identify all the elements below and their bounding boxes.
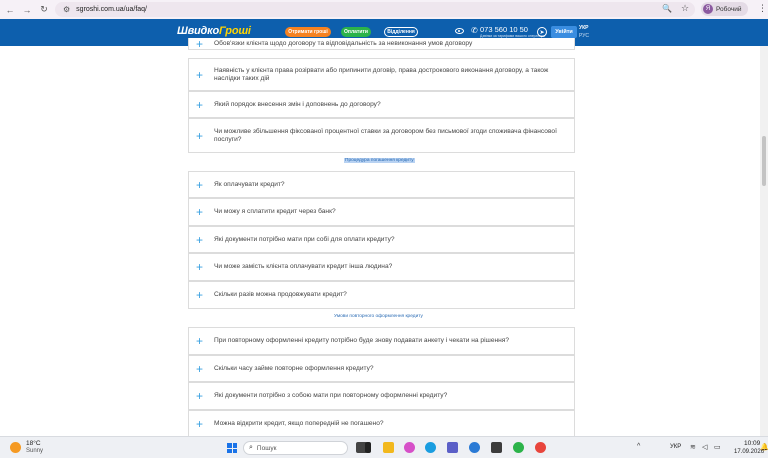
faq-question: Які документи потрібно з собою мати при повторному оформленні кредиту? xyxy=(214,392,448,399)
taskbar-search[interactable] xyxy=(243,441,348,455)
faq-question: Який порядок внесення змін і доповнень до договору? xyxy=(214,100,381,108)
login-button[interactable]: Увійти xyxy=(551,26,577,38)
site-logo[interactable] xyxy=(177,25,251,37)
faq-question: Скільки разів можна продовжувати кредит? xyxy=(214,291,347,298)
faq-item[interactable] xyxy=(188,171,575,198)
site-info-icon[interactable]: ⚙ xyxy=(63,5,71,14)
phone-note: Дзвінки за тарифами вашого оператора xyxy=(480,34,545,38)
taskbar xyxy=(0,436,768,458)
faq-item[interactable] xyxy=(188,118,575,153)
profile-button[interactable] xyxy=(701,2,748,16)
plus-icon: + xyxy=(196,67,204,82)
reload-icon[interactable]: ↻ xyxy=(40,4,48,14)
volume-icon[interactable]: ◁ xyxy=(702,444,708,451)
faq-item[interactable] xyxy=(188,410,575,438)
bookmark-star-icon[interactable]: ☆ xyxy=(681,3,690,13)
widgets-icon[interactable] xyxy=(365,442,371,453)
plus-icon: + xyxy=(196,128,204,143)
weather-condition[interactable]: Sunny xyxy=(26,448,44,454)
eye-icon[interactable] xyxy=(455,28,464,34)
plus-icon: + xyxy=(196,389,204,403)
chrome-icon[interactable] xyxy=(535,442,546,453)
faq-item[interactable] xyxy=(188,382,575,410)
sun-icon[interactable] xyxy=(10,442,21,453)
settings-icon[interactable] xyxy=(469,442,480,453)
faq-question: Чи може замість клієнта оплачувати кредит інша людина? xyxy=(214,263,393,270)
address-bar[interactable] xyxy=(55,2,695,17)
weather-temperature[interactable]: 18°C xyxy=(26,440,41,447)
edge-icon[interactable] xyxy=(425,442,436,453)
plus-icon: + xyxy=(196,334,204,348)
pay-button[interactable]: Оплатити xyxy=(341,27,371,37)
plus-icon: + xyxy=(196,288,204,302)
teams-icon[interactable] xyxy=(447,442,458,453)
faq-item[interactable] xyxy=(188,253,575,281)
faq-question: Чи можу я сплатити кредит через банк? xyxy=(214,208,336,215)
section-title-reapply: Умови повторного оформлення кредиту xyxy=(334,314,423,319)
plus-icon: + xyxy=(196,205,204,219)
search-icon: ⌕ xyxy=(249,444,253,451)
phone-link-icon[interactable] xyxy=(513,442,524,453)
faq-item[interactable] xyxy=(188,355,575,382)
back-icon[interactable]: ← xyxy=(5,4,15,15)
plus-icon: + xyxy=(196,177,204,192)
lang-ukr[interactable]: УКР xyxy=(579,25,589,31)
notification-bell-icon[interactable]: 🔔 xyxy=(760,444,769,451)
plus-icon: + xyxy=(196,361,204,376)
clock-date[interactable]: 17.09.2026 xyxy=(734,449,765,455)
zoom-icon[interactable]: 🔍 xyxy=(662,4,672,13)
url-text: sgroshi.com.ua/ua/faq/ xyxy=(76,6,147,13)
faq-item[interactable] xyxy=(188,58,575,91)
copilot-icon[interactable] xyxy=(404,442,415,453)
store-icon[interactable] xyxy=(491,442,502,453)
battery-icon[interactable]: ▭ xyxy=(714,444,721,451)
file-explorer-icon[interactable] xyxy=(383,442,394,453)
browser-menu-icon[interactable]: ⋮ xyxy=(758,3,767,13)
faq-question: Наявність у клієнта права розірвати або припинити договір, права дострокового виконання договору, а також наслідки таких дій xyxy=(214,66,549,82)
clock-time[interactable]: 10:09 xyxy=(744,440,761,447)
phone-icon: ✆ xyxy=(471,26,478,35)
faq-item[interactable] xyxy=(188,91,575,118)
input-language[interactable]: УКР xyxy=(670,444,682,450)
tray-chevron-up-icon[interactable]: ^ xyxy=(637,443,641,450)
faq-question: Як оплачувати кредит? xyxy=(214,180,285,188)
search-placeholder: Пошук xyxy=(256,444,277,452)
faq-question: Скільки часу займе повторне оформлення кредиту? xyxy=(214,364,374,372)
lang-rus[interactable]: РУС xyxy=(579,33,590,39)
logo-part-2: Гроші xyxy=(219,25,251,37)
windows-start-icon[interactable] xyxy=(227,443,237,453)
section-title-repayment: Процедура погашення кредиту xyxy=(345,158,414,163)
page-scrollbar[interactable] xyxy=(760,46,768,436)
faq-question: Обов'язки клієнта щодо договору та відповідальність за невиконання умов договору xyxy=(214,39,473,47)
telegram-icon[interactable]: ➤ xyxy=(537,27,547,37)
logo-part-1: Швидко xyxy=(177,25,220,37)
faq-item[interactable] xyxy=(188,198,575,226)
faq-item[interactable] xyxy=(188,327,575,355)
plus-icon: + xyxy=(196,232,204,247)
phone-number[interactable]: 073 560 10 50 xyxy=(480,25,528,34)
plus-icon: + xyxy=(196,417,204,431)
avatar: Я xyxy=(703,4,713,14)
wifi-icon[interactable]: ≋ xyxy=(690,444,696,451)
faq-question: Можна відкрити кредит, якщо попередній не погашено? xyxy=(214,420,384,427)
faq-question: При повторному оформленні кредиту потрібно буде знову подавати анкету і чекати на рішення? xyxy=(214,337,510,344)
scroll-thumb[interactable] xyxy=(762,136,766,186)
plus-icon: + xyxy=(196,97,204,112)
forward-icon[interactable]: → xyxy=(22,4,32,15)
plus-icon: + xyxy=(196,36,204,51)
plus-icon: + xyxy=(196,260,204,274)
faq-item[interactable] xyxy=(188,281,575,309)
faq-question: Чи можливе збільшення фіксованої процентної ставки за договором без письмової згоди споживача фінансової послуги? xyxy=(214,127,557,143)
faq-item[interactable] xyxy=(188,226,575,253)
get-money-button[interactable]: Отримати гроші xyxy=(285,27,331,37)
branches-button[interactable]: Відділення xyxy=(384,27,418,37)
faq-question: Які документи потрібно мати при собі для оплати кредиту? xyxy=(214,235,395,243)
profile-label: Робочий xyxy=(716,5,742,13)
faq-item[interactable] xyxy=(188,38,575,50)
browser-toolbar xyxy=(0,0,768,19)
